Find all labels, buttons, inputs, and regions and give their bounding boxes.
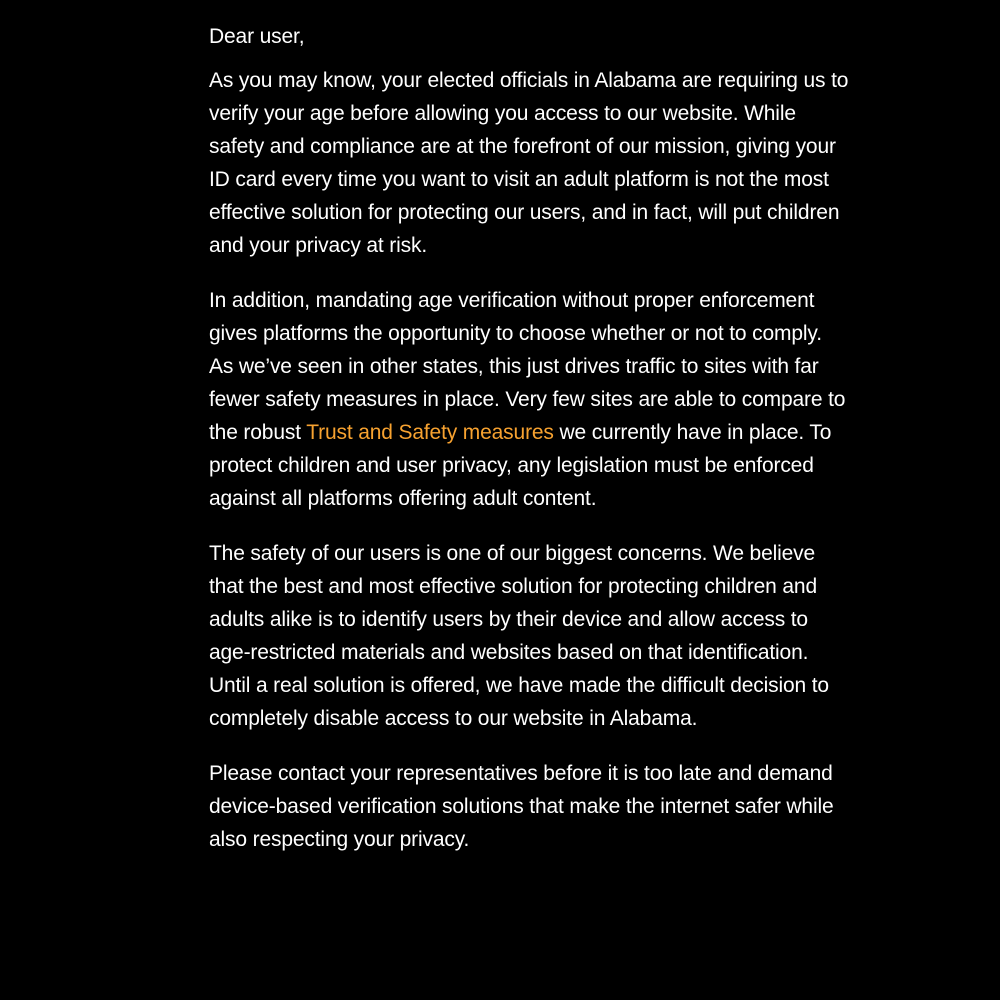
- paragraph-enforcement: [209, 284, 849, 515]
- paragraph-enforcement-text-after: we currently have in place. To protect children and user privacy, any legislation must be enforced against all platforms offering adult content.: [209, 421, 832, 510]
- paragraph-call-to-action: Please contact your representatives before it is too late and demand device-based verification solutions that make the internet safer while also respecting your privacy.: [209, 762, 834, 851]
- letter-greeting: Dear user,: [209, 25, 305, 48]
- letter-body: [209, 20, 849, 878]
- paragraph-age-verification: As you may know, your elected officials in Alabama are requiring us to verify your age before allowing you access to our website. While safety and compliance are at the forefront of our mission, giving your ID card every time you want to visit an adult platform is not the most effective solution for protecting our users, and in fact, will put children and your privacy at risk.: [209, 69, 849, 257]
- paragraph-device-based-solution: The safety of our users is one of our biggest concerns. We believe that the best and most effective solution for protecting children and adults alike is to identify users by their device and allow access to age-restricted materials and websites based on that identification. Until a real solution is offered, we have made the difficult decision to completely disable access to our website in Alabama.: [209, 542, 829, 730]
- trust-and-safety-link[interactable]: Trust and Safety measures: [306, 421, 554, 444]
- paragraph-enforcement-text-before: In addition, mandating age verification without proper enforcement gives platforms the opportunity to choose whether or not to comply. As we’ve seen in other states, this just drives traffic to sites with far fewer safety measures in place. Very few sites are able to compare to the robust: [209, 289, 846, 444]
